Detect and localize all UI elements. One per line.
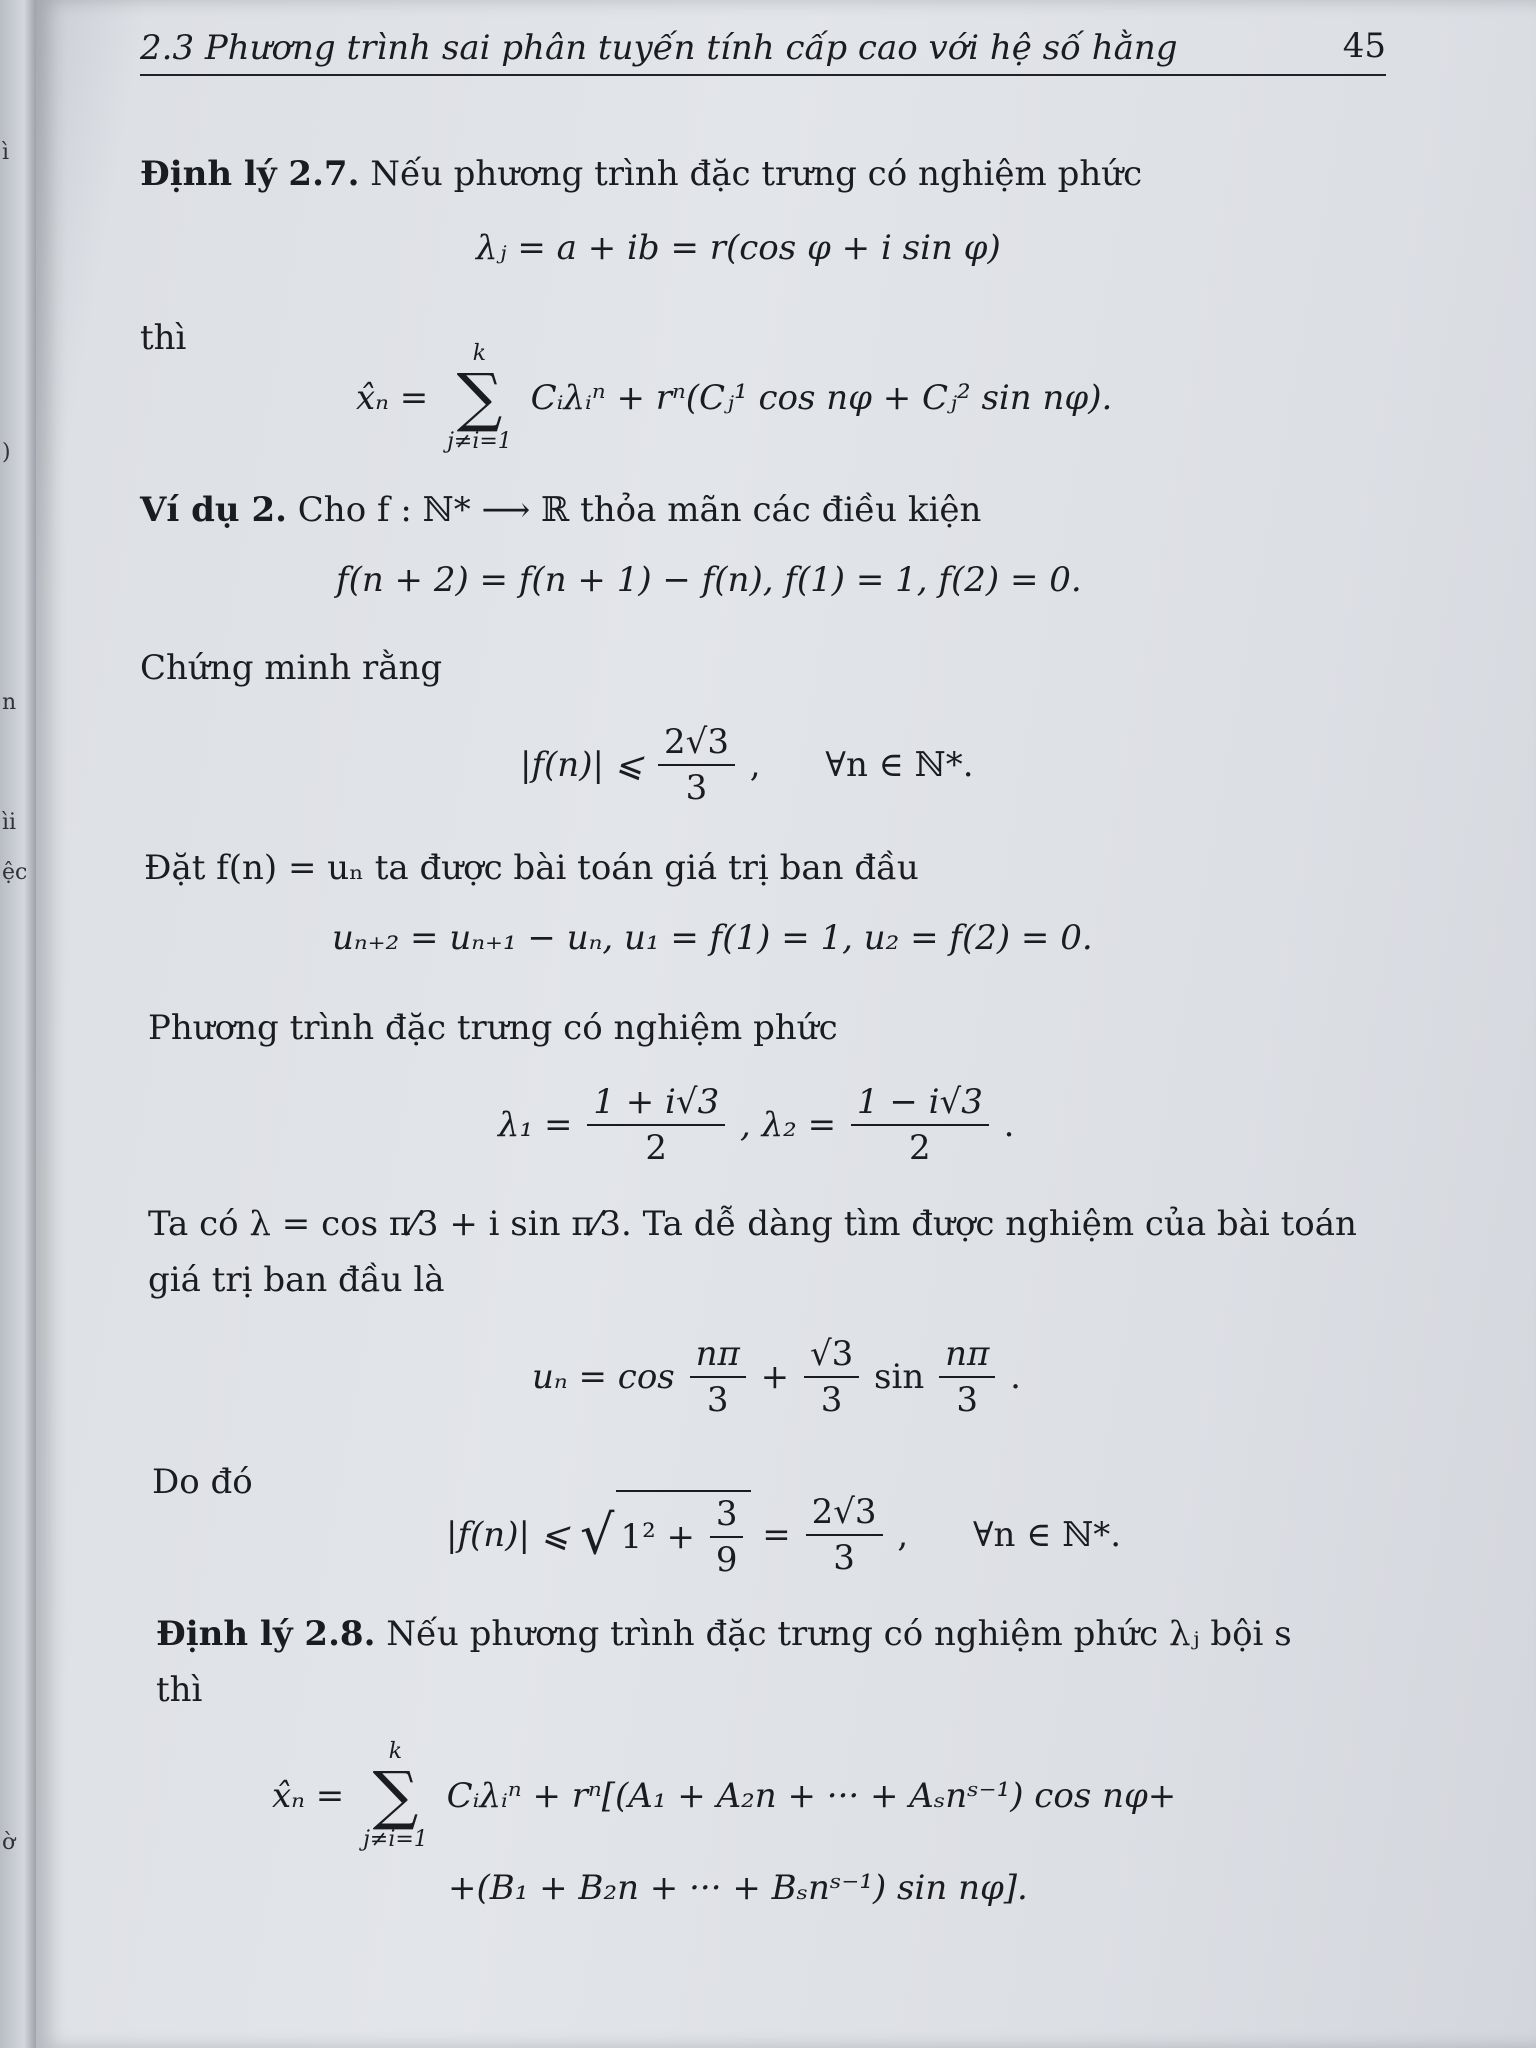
- fraction-denominator: 9: [715, 1540, 738, 1580]
- recurrence-condition: f(n + 2) = f(n + 1) − f(n), f(1) = 1, f(2) = 0.: [336, 560, 1082, 600]
- equals-sign: =: [762, 1515, 791, 1555]
- sum-lower-limit: j≠i=1: [447, 429, 512, 454]
- fraction: [658, 722, 735, 808]
- formula-rhs: Cᵢλᵢⁿ + rⁿ[(A₁ + A₂n + ··· + Aₛnˢ⁻¹) cos nφ+: [446, 1776, 1177, 1816]
- formula-lhs: x̂ₙ =: [272, 1776, 345, 1816]
- plus-sign: +: [760, 1357, 790, 1397]
- complex-roots-equation: [498, 1082, 1014, 1168]
- square-root: [616, 1490, 751, 1580]
- sin-word: sin: [874, 1357, 925, 1397]
- theorem-text: Nếu phương trình đặc trưng có nghiệm phức λⱼ bội s: [386, 1614, 1292, 1654]
- sum-lower-limit: j≠i=1: [363, 1827, 428, 1852]
- sum-upper-limit: k: [388, 1739, 403, 1764]
- page-number: 45: [1342, 26, 1386, 66]
- fraction: [804, 1334, 859, 1420]
- fraction: [851, 1082, 989, 1168]
- example-2-statement: [140, 488, 981, 532]
- multiple-root-formula: [272, 1740, 1176, 1852]
- theorem-label: Định lý 2.8.: [156, 1614, 376, 1654]
- therefore-text: Do đó: [152, 1462, 253, 1502]
- fraction: [587, 1082, 725, 1168]
- sum-upper-limit: k: [472, 341, 487, 366]
- theorem-text: Nếu phương trình đặc trưng có nghiệm phức: [370, 154, 1143, 194]
- fraction-numerator: 2√3: [806, 1492, 883, 1536]
- summation: [447, 342, 512, 454]
- formula-rhs: Cᵢλᵢⁿ + rⁿ(Cⱼ¹ cos nφ + Cⱼ² sin nφ).: [530, 378, 1113, 418]
- fraction: [710, 1494, 744, 1580]
- fraction-denominator: 2: [909, 1128, 931, 1168]
- prove-text: Chứng minh rằng: [140, 648, 443, 688]
- left-page-edge: [0, 0, 40, 2048]
- theorem-2-7-statement: [140, 152, 1142, 196]
- left-page-fragment: ìi: [2, 810, 17, 835]
- period: .: [1003, 1105, 1015, 1145]
- initial-value-problem: uₙ₊₂ = uₙ₊₁ − uₙ, u₁ = f(1) = 1, u₂ = f(2) = 0.: [332, 918, 1093, 958]
- fraction-denominator: 3: [706, 1380, 729, 1420]
- bound-inequality: [520, 722, 974, 808]
- multiple-root-formula-line-2: +(B₁ + B₂n + ··· + Bₛnˢ⁻¹) sin nφ].: [448, 1868, 1028, 1908]
- fraction-numerator: 1 − i√3: [851, 1082, 989, 1126]
- fraction-denominator: 3: [685, 768, 708, 808]
- general-solution-formula: [356, 342, 1112, 454]
- theorem-label: Định lý 2.7.: [140, 154, 360, 194]
- left-page-fragment: ờ: [2, 1830, 16, 1855]
- theorem-2-8-statement: [156, 1612, 1292, 1656]
- then-word: thì: [140, 318, 187, 358]
- then-word: thì: [156, 1670, 203, 1710]
- fraction: [939, 1334, 995, 1420]
- inequality-tail: , ∀n ∈ ℕ*.: [749, 745, 974, 785]
- bound-lhs: |f(n)| ⩽: [446, 1515, 570, 1555]
- book-page: [36, 0, 1536, 2048]
- solution-formula: [532, 1334, 1021, 1420]
- lambda2-lhs: , λ₂ =: [740, 1105, 837, 1145]
- have-text-line-1: Ta có λ = cos π⁄3 + i sin π⁄3. Ta dễ dàng tìm được nghiệm của bài toán: [148, 1204, 1357, 1244]
- inequality-lhs: |f(n)| ⩽: [520, 745, 644, 785]
- complex-root-equation: λⱼ = a + ib = r(cos φ + i sin φ): [476, 228, 1001, 268]
- sigma-symbol: ∑: [372, 1759, 419, 1833]
- fraction-numerator: 2√3: [658, 722, 735, 766]
- formula-lhs: x̂ₙ =: [356, 378, 429, 418]
- period: .: [1010, 1357, 1021, 1397]
- fraction-numerator: √3: [804, 1334, 859, 1378]
- example-text: Cho f : ℕ* ⟶ ℝ thỏa mãn các điều kiện: [297, 490, 982, 530]
- fraction-denominator: 3: [833, 1538, 855, 1578]
- left-page-fragment: ệc: [2, 860, 28, 885]
- sigma-symbol: ∑: [456, 361, 503, 435]
- final-bound: [446, 1490, 1121, 1580]
- radical-sign: √: [580, 1503, 615, 1567]
- summation: [363, 1740, 428, 1852]
- header-title: 2.3 Phương trình sai phân tuyến tính cấp cao với hệ số hằng: [140, 28, 1178, 68]
- substitution-text: Đặt f(n) = uₙ ta được bài toán giá trị ban đầu: [144, 848, 919, 888]
- sqrt-term: 1² +: [620, 1517, 696, 1557]
- fraction: [806, 1492, 883, 1578]
- have-text-line-2: giá trị ban đầu là: [148, 1260, 445, 1300]
- fraction-numerator: 3: [710, 1494, 744, 1538]
- running-header: [140, 24, 1386, 76]
- fraction-numerator: 1 + i√3: [587, 1082, 725, 1126]
- bound-tail: , ∀n ∈ ℕ*.: [897, 1515, 1122, 1555]
- left-page-fragment: ): [2, 440, 11, 465]
- fraction-denominator: 3: [956, 1380, 979, 1420]
- left-page-fragment: ì: [2, 140, 10, 165]
- fraction-numerator: nπ: [939, 1334, 995, 1378]
- left-page-fragment: n: [2, 690, 17, 715]
- solution-lhs: uₙ = cos: [532, 1357, 675, 1397]
- fraction-numerator: nπ: [690, 1334, 746, 1378]
- characteristic-text: Phương trình đặc trưng có nghiệm phức: [148, 1008, 838, 1048]
- lambda1-lhs: λ₁ =: [498, 1105, 573, 1145]
- fraction-denominator: 2: [645, 1128, 668, 1168]
- example-label: Ví dụ 2.: [140, 490, 287, 530]
- fraction-denominator: 3: [820, 1380, 843, 1420]
- fraction: [690, 1334, 746, 1420]
